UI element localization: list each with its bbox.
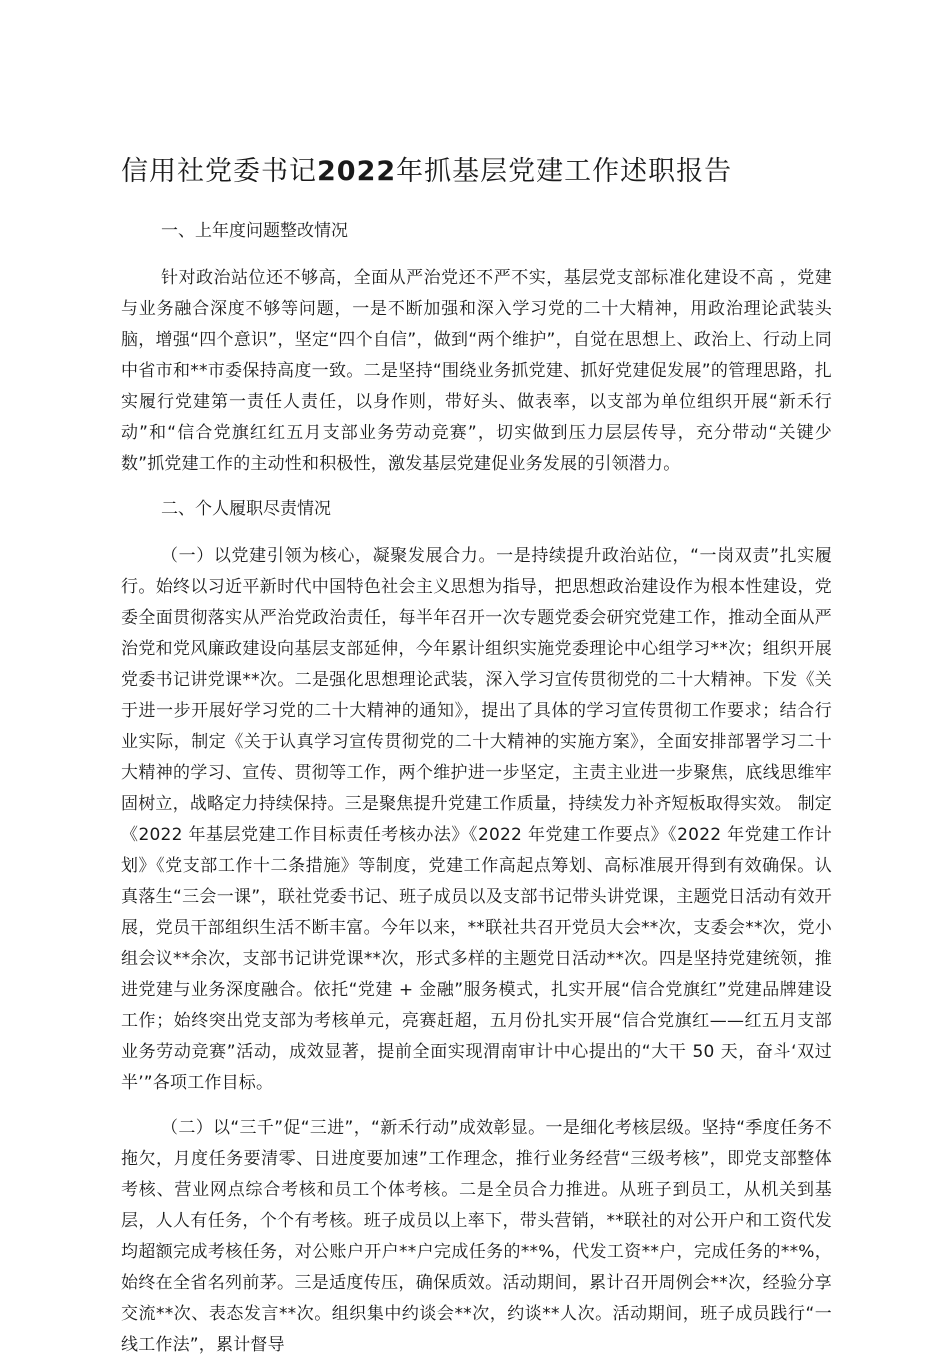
section-1-paragraph: 针对政治站位还不够高，全面从严治党还不严不实，基层党支部标准化建设不高 ，党建与业务融合深度不够等问题，一是不断加强和深入学习党的二十大精神，用政治理论武装头脑，增强“四个意识”，坚定“四个自信”，做到“两个维护”，自觉在思想上、政治上、行动上同中省市和**市委保持高度一致。二是坚持“围绕业务抓党建、抓好党建促发展”的管理思路，扎实履行党建第一责任人责任，以身作则，带好头、做表率，以支部为单位组织开展“新禾行动”和“信合党旗红红五月支部业务劳动竞赛”，切实做到压力层层传导，充分带动“关键少数”抓党建工作的主动性和积极性，激发基层党建促业务发展的引领潜力。	[121, 268, 832, 474]
section-heading-1: 一、上年度问题整改情况	[161, 221, 348, 241]
title-prefix: 信用社党委书记	[121, 156, 317, 187]
document-title	[121, 150, 832, 194]
title-year: 2022	[317, 156, 397, 187]
section-heading-2: 二、个人履职尽责情况	[161, 499, 331, 519]
section-2-paragraph-1: （一）以党建引领为核心，凝聚发展合力。一是持续提升政治站位，“一岗双责”扎实履行。始终以习近平新时代中国特色社会主义思想为指导，把思想政治建设作为根本性建设，党委全面贯彻落实从严治党政治责任，每半年召开一次专题党委会研究党建工作，推动全面从严治党和党风廉政建设向基层支部延伸，今年累计组织实施党委理论中心组学习**次；组织开展党委书记讲党课**次。二是强化思想理论武装，深入学习宣传贯彻党的二十大精神。下发《关于进一步开展好学习党的二十大精神的通知》，提出了具体的学习宣传贯彻工作要求；结合行业实际，制定《关于认真学习宣传贯彻党的二十大精神的实施方案》，全面安排部署学习二十大精神的学习、宣传、贯彻等工作，两个维护进一步坚定，主责主业进一步聚焦，底线思维牢固树立，战略定力持续保持。三是聚焦提升党建工作质量，持续发力补齐短板取得实效。 制定《2022 年基层党建工作目标责任考核办法》《2022 年党建工作要点》《2022 年党建工作计划》《党支部工作十二条措施》等制度，党建工作高起点筹划、高标准展开得到有效确保。认真落生“三会一课”，联社党委书记、班子成员以及支部书记带头讲党课，主题党日活动有效开展，党员干部组织生活不断丰富。今年以来，**联社共召开党员大会**次，支委会**次，党小组会议**余次，支部书记讲党课**次，形式多样的主题党日活动**次。四是坚持党建统领，推进党建与业务深度融合。依托“党建 + 金融”服务模式，扎实开展“信合党旗红”党建品牌建设工作；始终突出党支部为考核单元，亮赛赶超，五月份扎实开展“信合党旗红——红五月支部业务劳动竞赛”活动，成效显著，提前全面实现渭南审计中心提出的“大干 50 天，奋斗‘双过半’”各项工作目标。	[121, 546, 832, 1093]
section-2-paragraph-2: （二）以“三千”促“三进”，“新禾行动”成效彰显。一是细化考核层级。坚持“季度任务不拖欠，月度任务要清零、日进度要加速”工作理念，推行业务经营“三级考核”，即党支部整体考核、营业网点综合考核和员工个体考核。二是全员合力推进。从班子到员工，从机关到基层，人人有任务，个个有考核。班子成员以上率下，带头营销，**联社的对公开户和工资代发均超额完成考核任务，对公账户开户**户完成任务的**%，代发工资**户，完成任务的**%，始终在全省名列前茅。三是适度传压，确保质效。活动期间，累计召开周例会**次，经验分享交流**次、表态发言**次。组织集中约谈会**次，约谈**人次。活动期间，班子成员践行“一线工作法”，累计督导	[121, 1118, 832, 1355]
title-suffix: 年抓基层党建工作述职报告	[396, 156, 733, 187]
